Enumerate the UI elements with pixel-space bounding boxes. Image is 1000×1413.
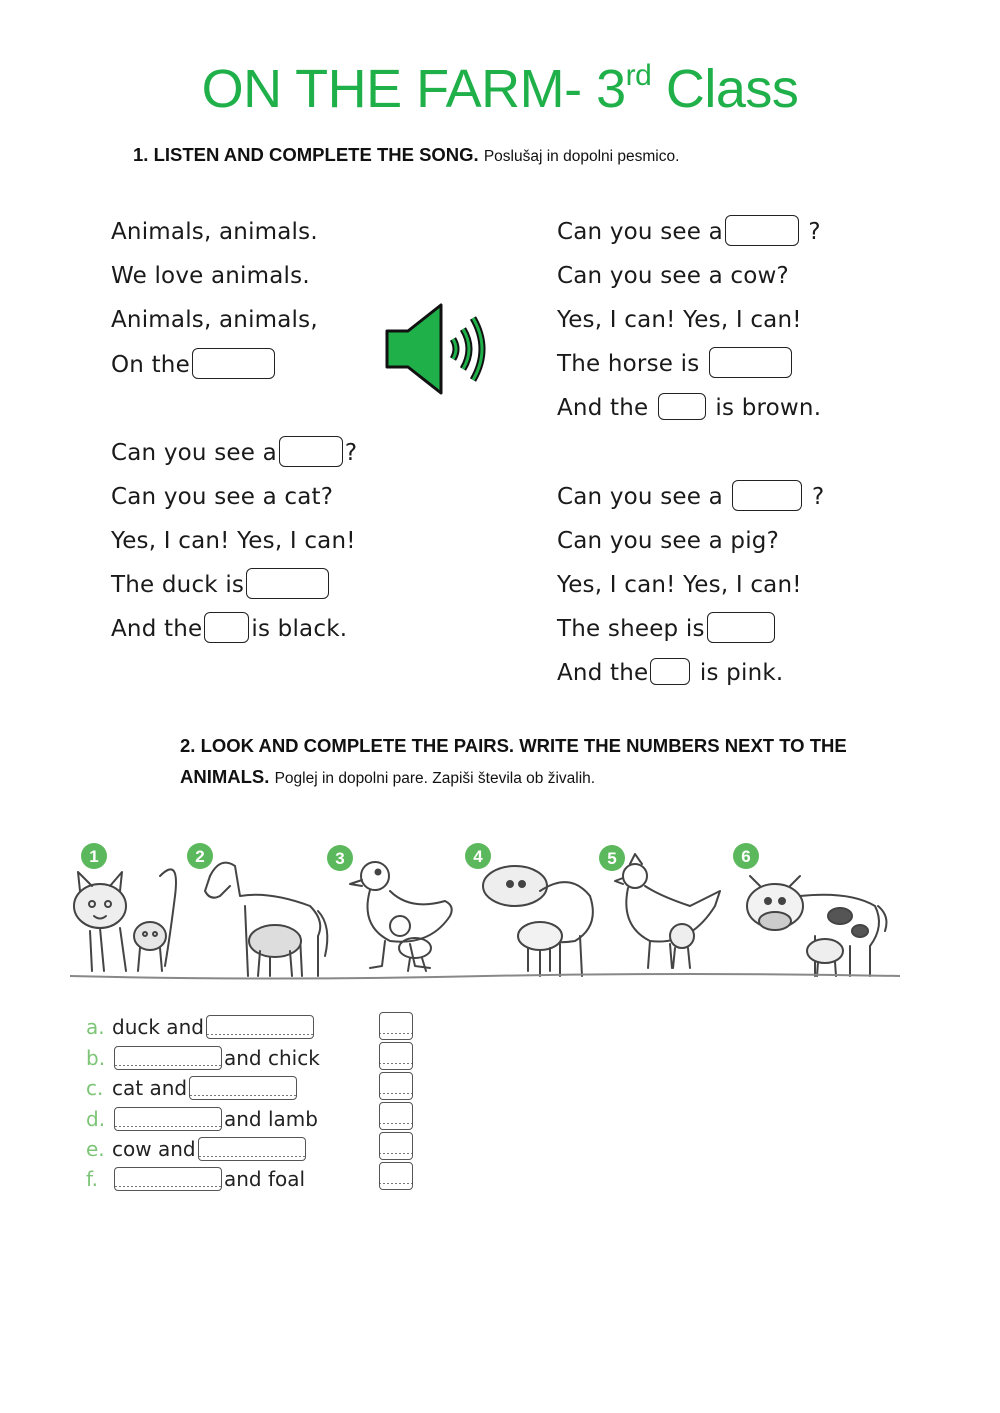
pair-item-a — [86, 1012, 316, 1042]
number-answer-box[interactable] — [379, 1012, 413, 1040]
lyric-line — [111, 614, 347, 645]
lyric-line: Animals, animals, — [111, 307, 318, 333]
pair-item-d — [86, 1104, 318, 1134]
answer-blank[interactable] — [206, 1015, 314, 1039]
answer-gap[interactable] — [204, 612, 249, 643]
lyric-line — [557, 614, 777, 645]
lyric-text: ? — [344, 440, 358, 466]
pair-item-f — [86, 1164, 305, 1194]
number-answer-box[interactable] — [379, 1132, 413, 1160]
picture-number: 4 — [473, 847, 483, 866]
item-text: and foal — [224, 1167, 306, 1191]
answer-blank[interactable] — [189, 1076, 297, 1100]
title-main: ON THE FARM- 3 — [201, 59, 626, 119]
answer-gap[interactable] — [246, 568, 329, 599]
lyric-line: Can you see a pig? — [557, 528, 780, 554]
hen-chick-drawing — [615, 854, 720, 968]
picture-number: 5 — [607, 849, 617, 868]
lyric-line: Animals, animals. — [111, 219, 318, 245]
lyric-line: Can you see a cat? — [111, 484, 334, 510]
pair-item-e — [86, 1134, 308, 1164]
title-tail: Class — [651, 59, 799, 119]
picture-number: 3 — [335, 849, 345, 868]
page-title — [0, 58, 1000, 120]
item-letter: c. — [86, 1076, 104, 1100]
lyric-line — [111, 570, 331, 601]
lyric-text: is black. — [251, 616, 348, 642]
item-text: duck and — [112, 1015, 204, 1039]
answer-gap[interactable] — [732, 480, 802, 511]
picture-number: 6 — [741, 847, 751, 866]
answer-gap[interactable] — [725, 215, 799, 246]
answer-gap[interactable] — [192, 348, 275, 379]
horse-foal-drawing — [205, 863, 327, 976]
number-answer-box[interactable] — [379, 1042, 413, 1070]
lyric-text: is brown. — [715, 395, 822, 421]
title-superscript: rd — [625, 59, 652, 92]
lyric-line: We love animals. — [111, 263, 310, 289]
lyric-text: ? — [808, 219, 821, 245]
item-text: and chick — [224, 1046, 320, 1070]
answer-blank[interactable] — [114, 1046, 222, 1070]
item-letter: a. — [86, 1015, 105, 1039]
answer-gap[interactable] — [279, 436, 343, 467]
lyric-text: ? — [811, 484, 825, 510]
lyric-line — [557, 349, 794, 380]
lyric-line: Yes, I can! Yes, I can! — [111, 528, 356, 554]
cat-kitten-drawing — [74, 869, 176, 971]
number-answer-box[interactable] — [379, 1102, 413, 1130]
speaker-sound-icon[interactable] — [383, 303, 495, 395]
lyric-line — [111, 438, 357, 469]
cow-calf-drawing — [747, 876, 886, 976]
exercise1-instruction — [133, 139, 679, 172]
lyric-text: The horse is — [557, 351, 700, 377]
lyric-text: And the — [557, 660, 649, 686]
answer-gap[interactable] — [650, 658, 690, 685]
lyric-line — [557, 217, 821, 248]
lyric-text: The sheep is — [557, 616, 705, 642]
exercise1-heading: 1. LISTEN AND COMPLETE THE SONG. — [133, 144, 479, 165]
answer-gap[interactable] — [709, 347, 792, 378]
lyric-text: Can you see a — [557, 219, 723, 245]
pair-item-b — [86, 1043, 320, 1073]
lyric-text: Can you see a — [557, 484, 723, 510]
lyric-line: Yes, I can! Yes, I can! — [557, 307, 802, 333]
answer-blank[interactable] — [198, 1137, 306, 1161]
picture-number: 1 — [89, 847, 99, 866]
lyric-line: Can you see a cow? — [557, 263, 789, 289]
answer-gap[interactable] — [658, 393, 706, 420]
item-letter: f. — [86, 1167, 98, 1191]
lyric-line: Yes, I can! Yes, I can! — [557, 572, 802, 598]
picture-numbers — [81, 843, 759, 871]
answer-gap[interactable] — [707, 612, 775, 643]
lyric-line — [557, 393, 821, 423]
item-letter: b. — [86, 1046, 106, 1070]
number-answer-box[interactable] — [379, 1072, 413, 1100]
exercise2-heading: 2. LOOK AND COMPLETE THE PAIRS. WRITE THE NUMBERS NEXT TO THE ANIMALS. — [180, 735, 847, 787]
item-letter: e. — [86, 1137, 105, 1161]
item-letter: d. — [86, 1107, 106, 1131]
lyric-text: The duck is — [111, 572, 245, 598]
item-text: cow and — [112, 1137, 196, 1161]
duck-duckling-drawing — [350, 862, 452, 971]
exercise2-instruction — [180, 730, 900, 794]
lyric-line — [111, 350, 277, 381]
number-answer-box[interactable] — [379, 1162, 413, 1190]
picture-number: 2 — [195, 847, 205, 866]
answer-blank[interactable] — [114, 1107, 222, 1131]
lyric-text: Can you see a — [111, 440, 277, 466]
lyric-text: is pink. — [699, 660, 784, 686]
exercise2-instruction-sl: Poglej in dopolni pare. Zapiši števila ob živalih. — [274, 770, 596, 787]
item-text: and lamb — [224, 1107, 318, 1131]
lyric-line — [557, 482, 824, 513]
lyric-text: And the — [557, 395, 649, 421]
sheep-lamb-drawing — [483, 866, 593, 976]
lyric-line — [557, 658, 783, 688]
lyric-text: And the — [111, 616, 203, 642]
pair-item-c — [86, 1073, 299, 1103]
item-text: cat and — [112, 1076, 188, 1100]
farm-animals-illustration — [70, 836, 900, 986]
lyric-text: On the — [111, 352, 190, 378]
answer-blank[interactable] — [114, 1167, 222, 1191]
exercise1-instruction-sl: Posluša​j in dopolni pesmico. — [483, 148, 680, 165]
